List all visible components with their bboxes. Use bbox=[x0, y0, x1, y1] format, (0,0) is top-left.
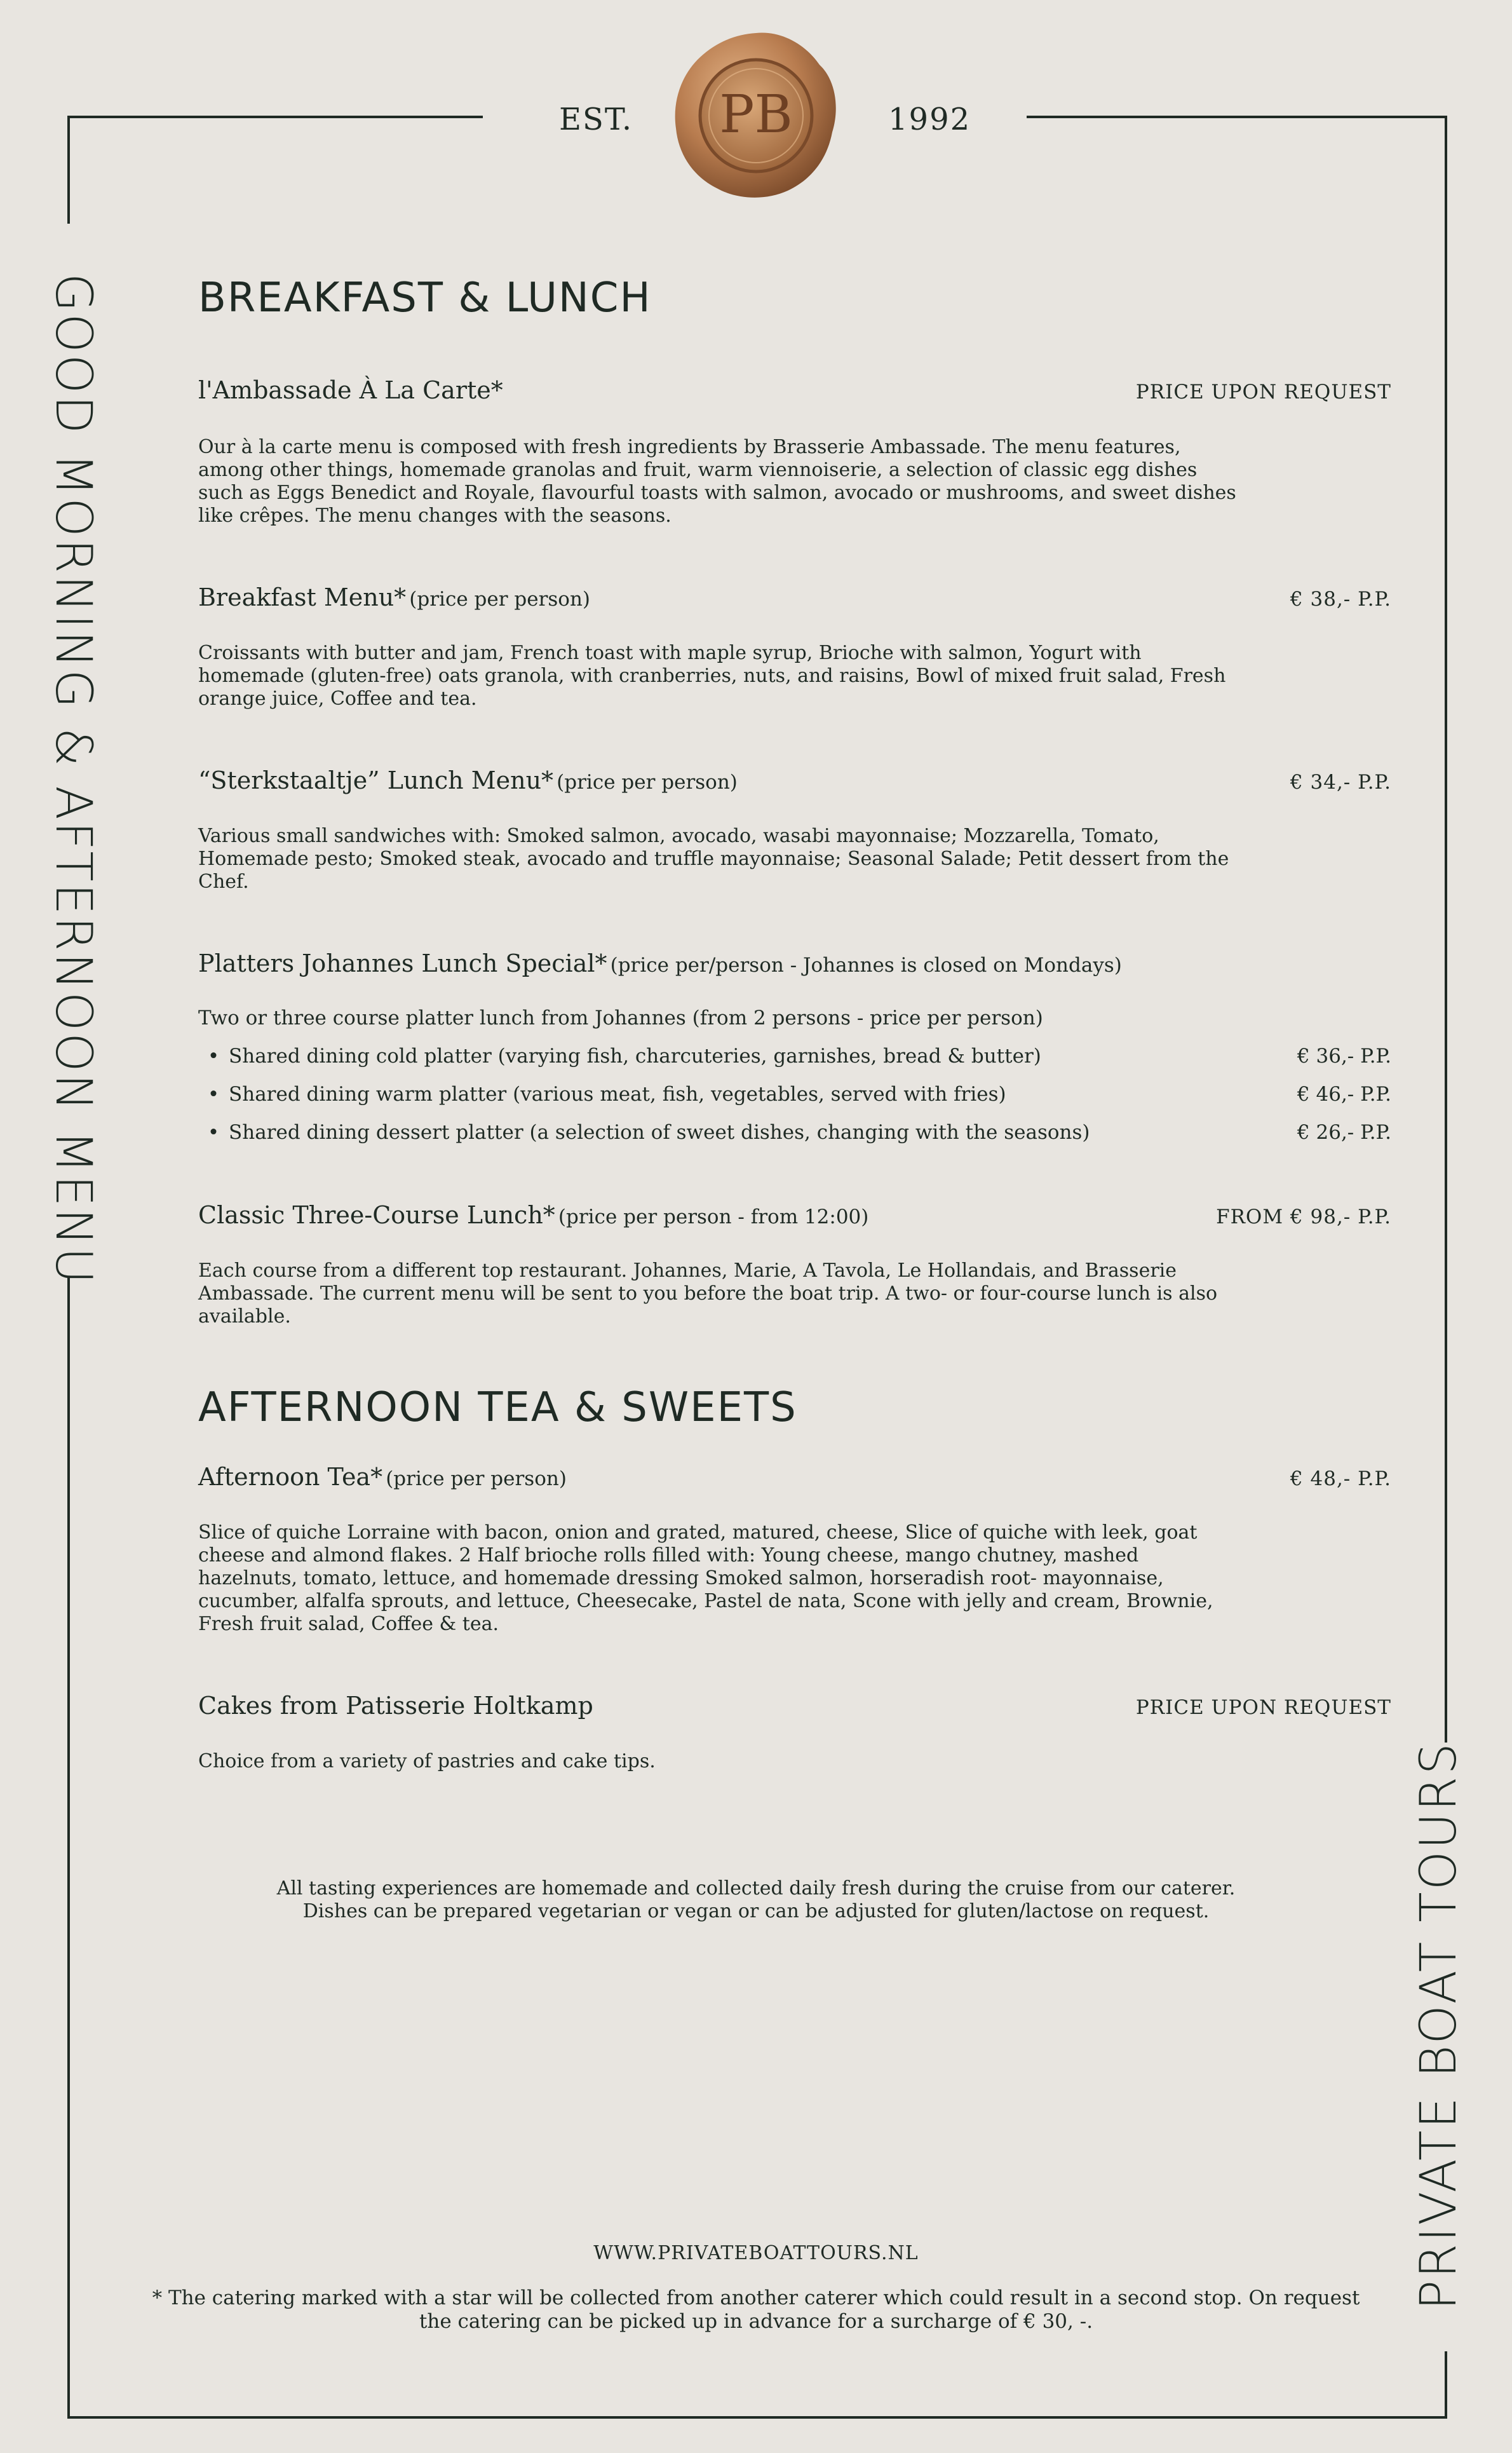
item-note: (price per person) bbox=[409, 588, 591, 611]
side-title-left: GOOD MORNING & AFTERNOON MENU bbox=[44, 273, 102, 1286]
menu-item-cakes bbox=[198, 1692, 1391, 1720]
item-price: € 48,- P.P. bbox=[1290, 1467, 1391, 1490]
platter-item bbox=[198, 1083, 1391, 1106]
est-label: EST. bbox=[559, 102, 633, 137]
item-price: € 38,- P.P. bbox=[1290, 588, 1391, 611]
item-note: (price per person) bbox=[557, 771, 738, 794]
frame-right-lower bbox=[1445, 2351, 1447, 2419]
item-price: FROM € 98,- P.P. bbox=[1216, 1206, 1391, 1228]
wax-seal-logo bbox=[661, 19, 851, 210]
platter-item bbox=[198, 1045, 1391, 1068]
item-name: Breakfast Menu* bbox=[198, 583, 407, 611]
item-price: PRICE UPON REQUEST bbox=[1135, 381, 1391, 404]
item-note: (price per/person - Johannes is closed on Mondays) bbox=[610, 954, 1122, 977]
frame-right-upper bbox=[1445, 116, 1447, 1743]
item-name: “Sterkstaaltje” Lunch Menu* bbox=[198, 766, 554, 794]
frame-bottom bbox=[67, 2416, 1447, 2419]
item-note: (price per person) bbox=[386, 1467, 567, 1490]
platter-item-price: € 26,- P.P. bbox=[1297, 1121, 1391, 1144]
item-description: Choice from a variety of pastries and cake tips. bbox=[198, 1750, 656, 1772]
menu-item-breakfast bbox=[198, 583, 1391, 611]
menu-item-sterkstaaltje bbox=[198, 766, 1391, 794]
svg-text:PB: PB bbox=[719, 85, 793, 145]
menu-item-three-course bbox=[198, 1201, 1391, 1229]
frame-top-right bbox=[1027, 116, 1447, 118]
est-year: 1992 bbox=[888, 102, 971, 137]
platter-item-text: • Shared dining cold platter (varying fish, charcuteries, garnishes, bread & butter) bbox=[198, 1045, 1041, 1068]
info-note bbox=[127, 1877, 1385, 1923]
item-description: Croissants with butter and jam, French toast with maple syrup, Brioche with salmon, Yogurt with homemade (gluten-free) oats granola, with cranberries, nuts, and raisins, Bowl of mixed fruit salad, Fresh orange juice, Coffee and tea. bbox=[198, 642, 1226, 710]
platter-item bbox=[198, 1121, 1391, 1144]
platter-item-price: € 36,- P.P. bbox=[1297, 1045, 1391, 1068]
platters-intro: Two or three course platter lunch from Johannes (from 2 persons - price per person) bbox=[198, 1007, 1043, 1029]
footnote: * The catering marked with a star will be collected from another caterer which could result in a second stop. On request the catering can be picked up in advance for a surcharge of € 30, -. bbox=[152, 2287, 1360, 2333]
item-price: € 34,- P.P. bbox=[1290, 771, 1391, 794]
platter-item-text: • Shared dining dessert platter (a selection of sweet dishes, changing with the seasons) bbox=[198, 1121, 1090, 1144]
item-name: Classic Three-Course Lunch* bbox=[198, 1201, 555, 1229]
section-title-afternoon: AFTERNOON TEA & SWEETS bbox=[198, 1384, 797, 1431]
item-price: PRICE UPON REQUEST bbox=[1135, 1696, 1391, 1719]
section-title-breakfast-lunch: BREAKFAST & LUNCH bbox=[198, 275, 652, 322]
item-description: Our à la carte menu is composed with fresh ingredients by Brasserie Ambassade. The menu features, among other things, homemade granolas and fruit, warm viennoiserie, a selection of classic egg dishes such as Eggs Benedict and Royale, flavourful toasts with salmon, avocado or mushrooms, and sweet dishes like crêpes. The menu changes with the seasons. bbox=[198, 436, 1236, 527]
menu-item-afternoon-tea bbox=[198, 1463, 1391, 1491]
side-title-right: PRIVATE BOAT TOURS bbox=[1410, 1741, 1468, 2310]
info-line-2: Dishes can be prepared vegetarian or vegan or can be adjusted for gluten/lactose on request. bbox=[302, 1900, 1210, 1922]
platter-item-text: • Shared dining warm platter (various meat, fish, vegetables, served with fries) bbox=[198, 1083, 1006, 1106]
menu-item-platters bbox=[198, 949, 1391, 977]
item-description: Each course from a different top restaurant. Johannes, Marie, A Tavola, Le Hollandais, and Brasserie Ambassade. The current menu will be sent to you before the boat trip. A two- or four-course lunch is also available. bbox=[198, 1260, 1218, 1328]
item-name: Platters Johannes Lunch Special* bbox=[198, 949, 607, 977]
item-name: Cakes from Patisserie Holtkamp bbox=[198, 1692, 593, 1720]
frame-left-upper bbox=[67, 116, 70, 224]
platter-item-price: € 46,- P.P. bbox=[1297, 1083, 1391, 1106]
info-line-1: All tasting experiences are homemade and collected daily fresh during the cruise from our caterer. bbox=[276, 1877, 1236, 1899]
website-link[interactable]: WWW.PRIVATEBOATTOURS.NL bbox=[593, 2242, 919, 2264]
item-note: (price per person - from 12:00) bbox=[558, 1206, 869, 1228]
item-description: Slice of quiche Lorraine with bacon, onion and grated, matured, cheese, Slice of quiche with leek, goat cheese and almond flakes. 2 Half brioche rolls filled with: Young cheese, mango chutney, mashed hazelnuts, tomato, lettuce, and homemade dressing Smoked salmon, horseradish root- mayonnaise, cucumber, alfalfa sprouts, and lettuce, Cheesecake, Pastel de nata, Scone with jelly and cream, Brownie, Fresh fruit salad, Coffee & tea. bbox=[198, 1521, 1213, 1635]
item-name: Afternoon Tea* bbox=[198, 1463, 383, 1491]
item-description: Various small sandwiches with: Smoked salmon, avocado, wasabi mayonnaise; Mozzarella, Tomato, Homemade pesto; Smoked steak, avocado and truffle mayonnaise; Seasonal Salade; Petit dessert from the Chef. bbox=[198, 825, 1229, 893]
menu-item-ambassade bbox=[198, 376, 1391, 404]
frame-top-left bbox=[67, 116, 483, 118]
item-name: l'Ambassade À La Carte* bbox=[198, 376, 503, 404]
